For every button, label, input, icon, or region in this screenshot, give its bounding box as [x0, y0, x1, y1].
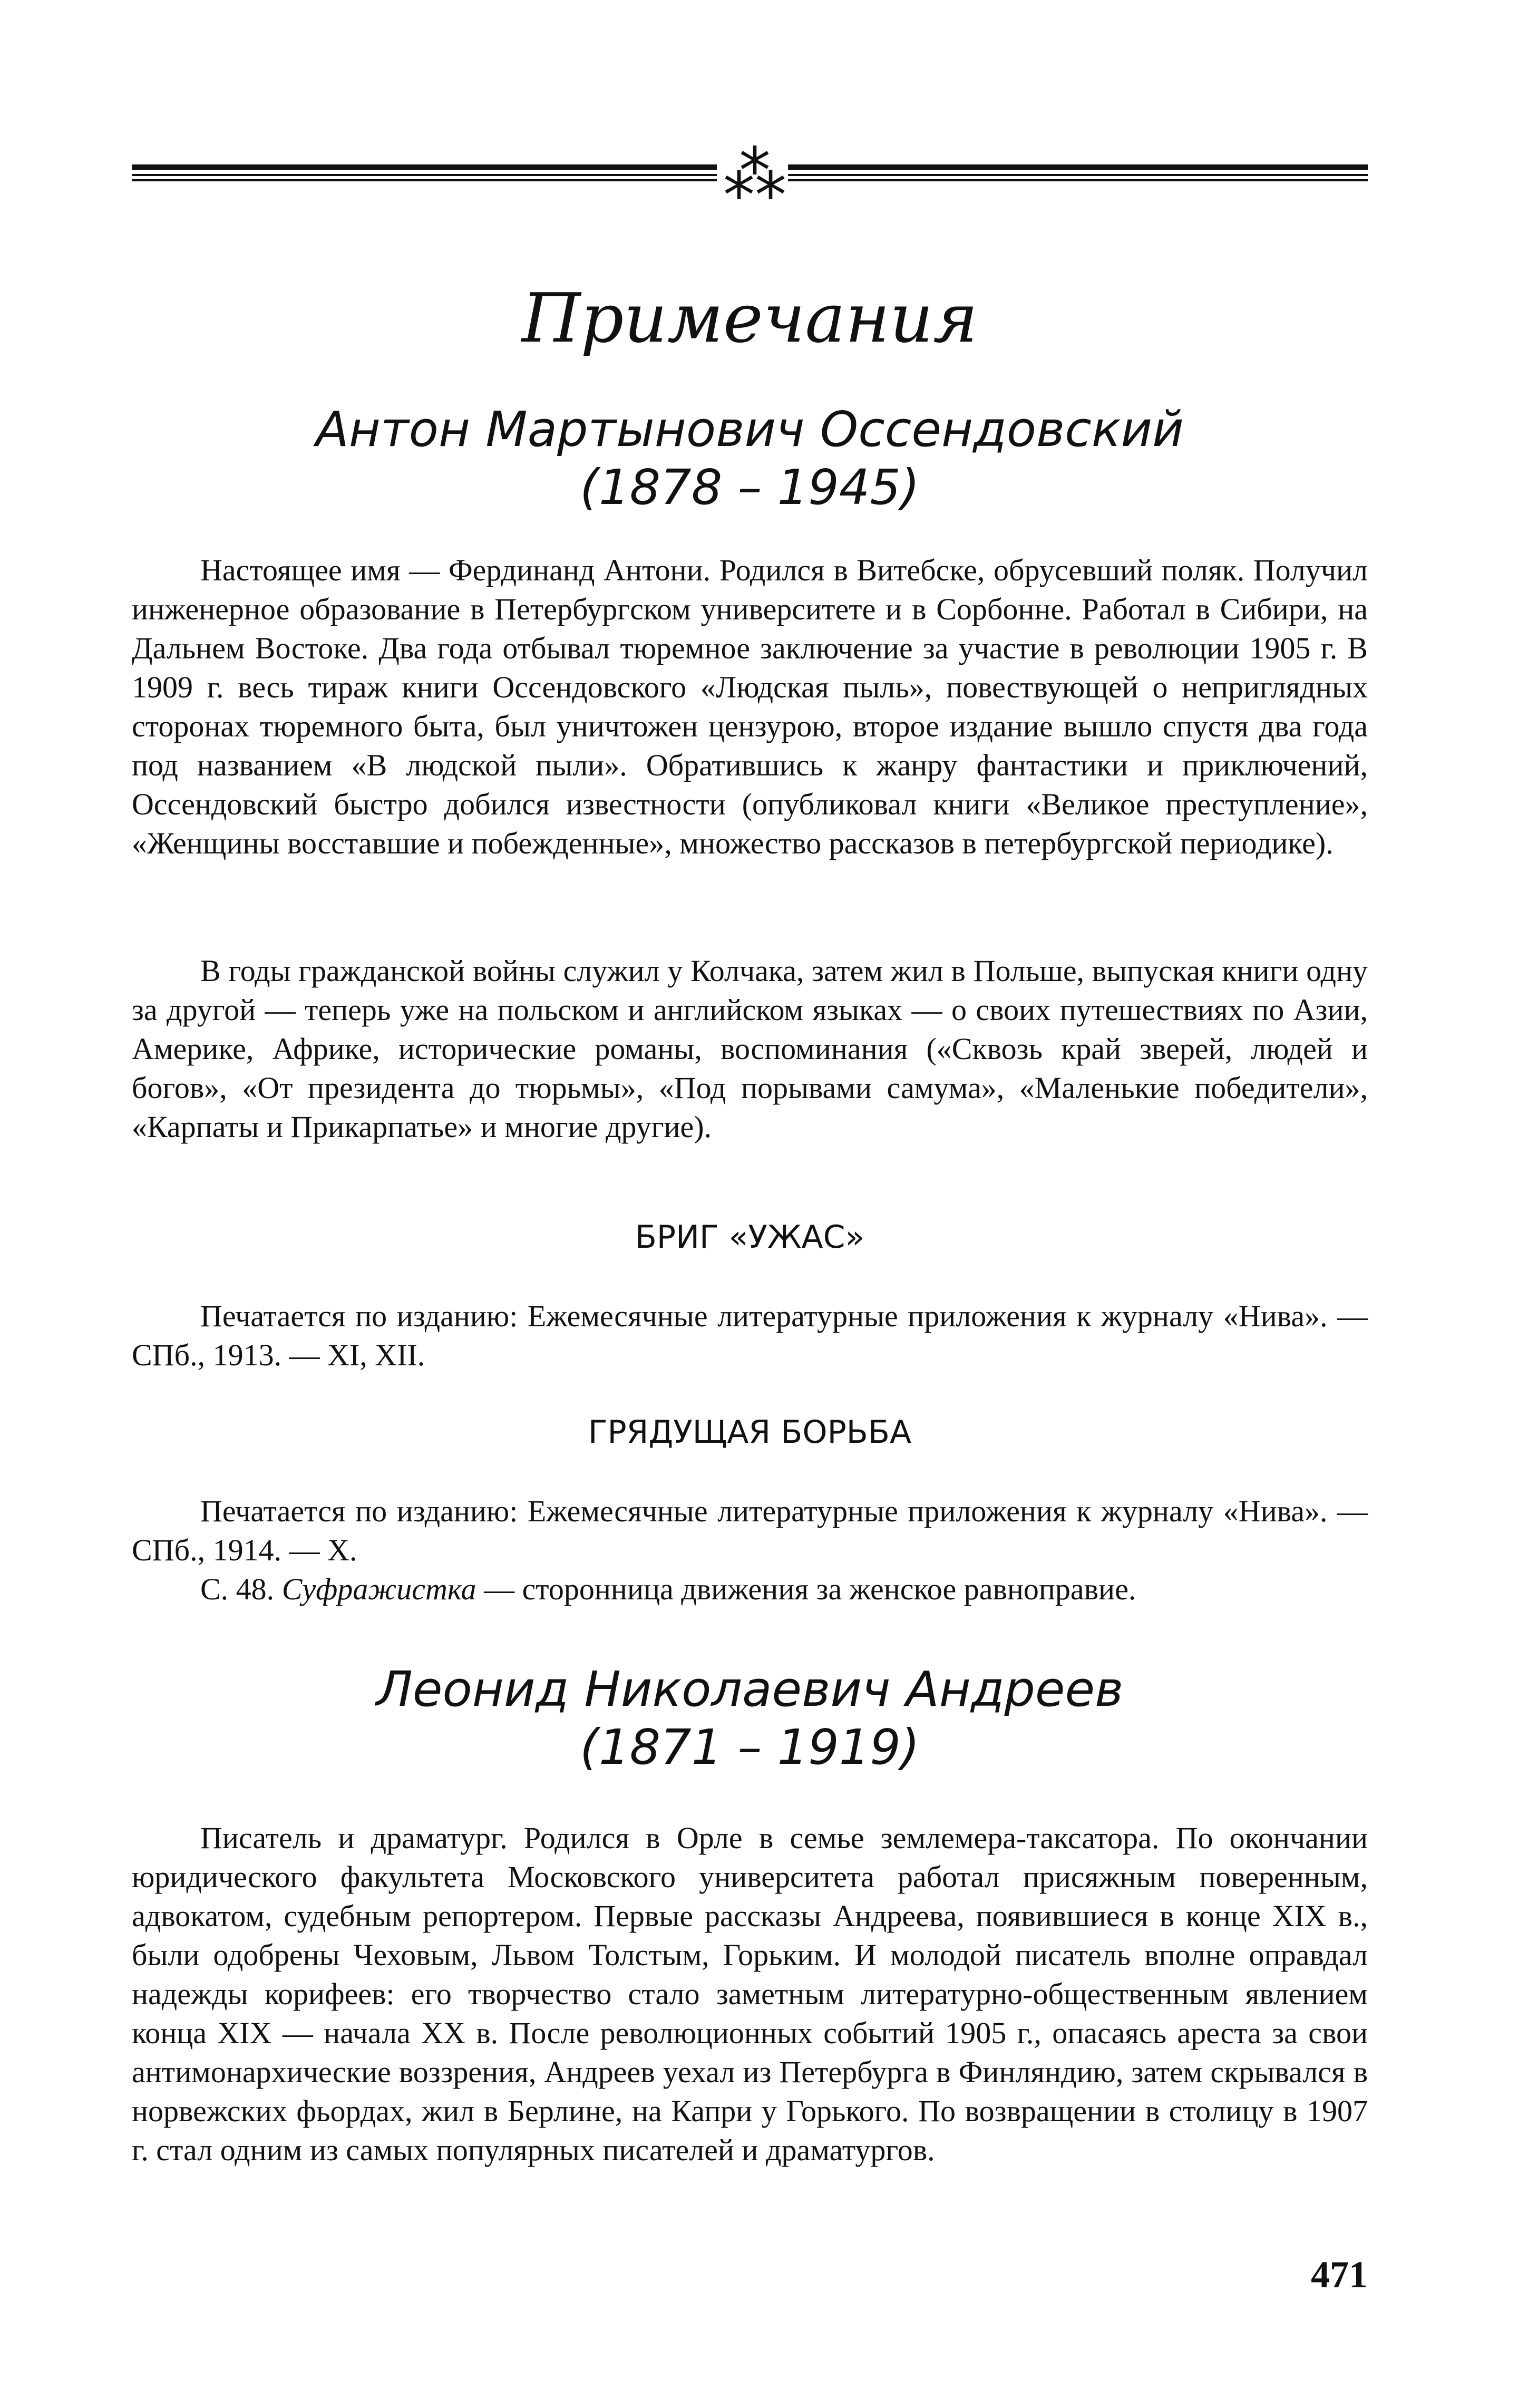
bio-paragraph: Писатель и драматург. Родился в Орле в семье землемера-таксатора. По окончании юридического факультета Московского университета работал присяжным поверенным, адвокатом, судебным репортером. Первые рассказы Андреева, появившиеся в конце XIX в., были одобрены Чеховым, Львом Толстым, Горьким. И молодой писатель вполне оправдал надежды корифеев: его творчество стало заметным литературно-общественным явлением конца XIX — начала XX в. После революционных событий 1905 г., опасаясь ареста за свои антимонархические воззрения, Андреев уехал из Петербурга в Финляндию, затем скрывался в норвежских фьордах, жил в Берлине, на Капри у Горького. По возвращении в столицу в 1907 г. стал одним из самых популярных писателей и драматургов. [132, 1821, 1368, 2167]
author-name: Антон Мартынович Оссендовский [316, 401, 1184, 458]
ornament-rule-left-thin [132, 174, 717, 176]
ornament-rule-right [788, 164, 1368, 170]
author-bio [132, 551, 1368, 863]
page-number: 471 [1311, 2254, 1368, 2296]
work-note [132, 1492, 1368, 1609]
author-years: (1871 – 1919) [580, 1719, 920, 1775]
publication-note: Печатается по изданию: Ежемесячные литературные приложения к журналу «Нива». — СПб., 1913. — XI, XII. [132, 1299, 1368, 1372]
header-ornament [132, 139, 1368, 212]
author-bio-continued [132, 951, 1368, 1147]
author-heading-andreev [132, 1661, 1368, 1776]
author-heading-ossendovsky [132, 401, 1368, 517]
work-heading: БРИГ «УЖАС» [635, 1219, 865, 1256]
ornament-rule-right-thin-2 [788, 179, 1368, 181]
ornament-rule-right-thin [788, 174, 1368, 176]
work-heading: ГРЯДУЩАЯ БОРЬБА [588, 1414, 912, 1451]
author-years: (1878 – 1945) [580, 459, 920, 516]
asterisk-ornament-icon: ⁂ [723, 139, 786, 212]
publication-note: Печатается по изданию: Ежемесячные литературные приложения к журналу «Нива». — СПб., 1914. — X. [132, 1494, 1368, 1567]
page-title: Примечания [521, 279, 978, 358]
bio-paragraph: В годы гражданской войны служил у Колчака, затем жил в Польше, выпуская книги одну за другой — теперь уже на польском и английском языках — о своих путешествиях по Азии, Америке, Африке, исторические романы, воспоминания («Сквозь край зверей, людей и богов», «От президента до тюрьмы», «Под порывами самума», «Маленькие победители», «Карпаты и Прикарпатье» и многие другие). [132, 954, 1368, 1144]
glossary-term: Суфражистка [281, 1572, 476, 1606]
work-note [132, 1297, 1368, 1375]
glossary-note: С. 48. Суфражистка — сторонница движения за женское равноправие. [200, 1572, 1136, 1606]
bio-paragraph: Настоящее имя — Фердинанд Антони. Родился в Витебске, обрусевший поляк. Получил инженерное образование в Петербургском университете и в Сорбонне. Работал в Сибири, на Дальнем Востоке. Два года отбывал тюремное заключение за участие в революции 1905 г. В 1909 г. весь тираж книги Оссендовского «Людская пыль», повествующей о неприглядных сторонах тюремного быта, был уничтожен цензурою, второе издание вышло спустя два года под названием «В людской пыли». Обратившись к жанру фантастики и приключений, Оссендовский быстро добился известности (опубликовал книги «Великое преступление», «Женщины восставшие и побежденные», множество рассказов в петербургской периодике). [132, 553, 1368, 860]
ornament-rule-left-thin-2 [132, 179, 717, 181]
author-bio [132, 1819, 1368, 2170]
ornament-rule-left [132, 164, 717, 170]
author-name: Леонид Николаевич Андреев [376, 1661, 1124, 1717]
